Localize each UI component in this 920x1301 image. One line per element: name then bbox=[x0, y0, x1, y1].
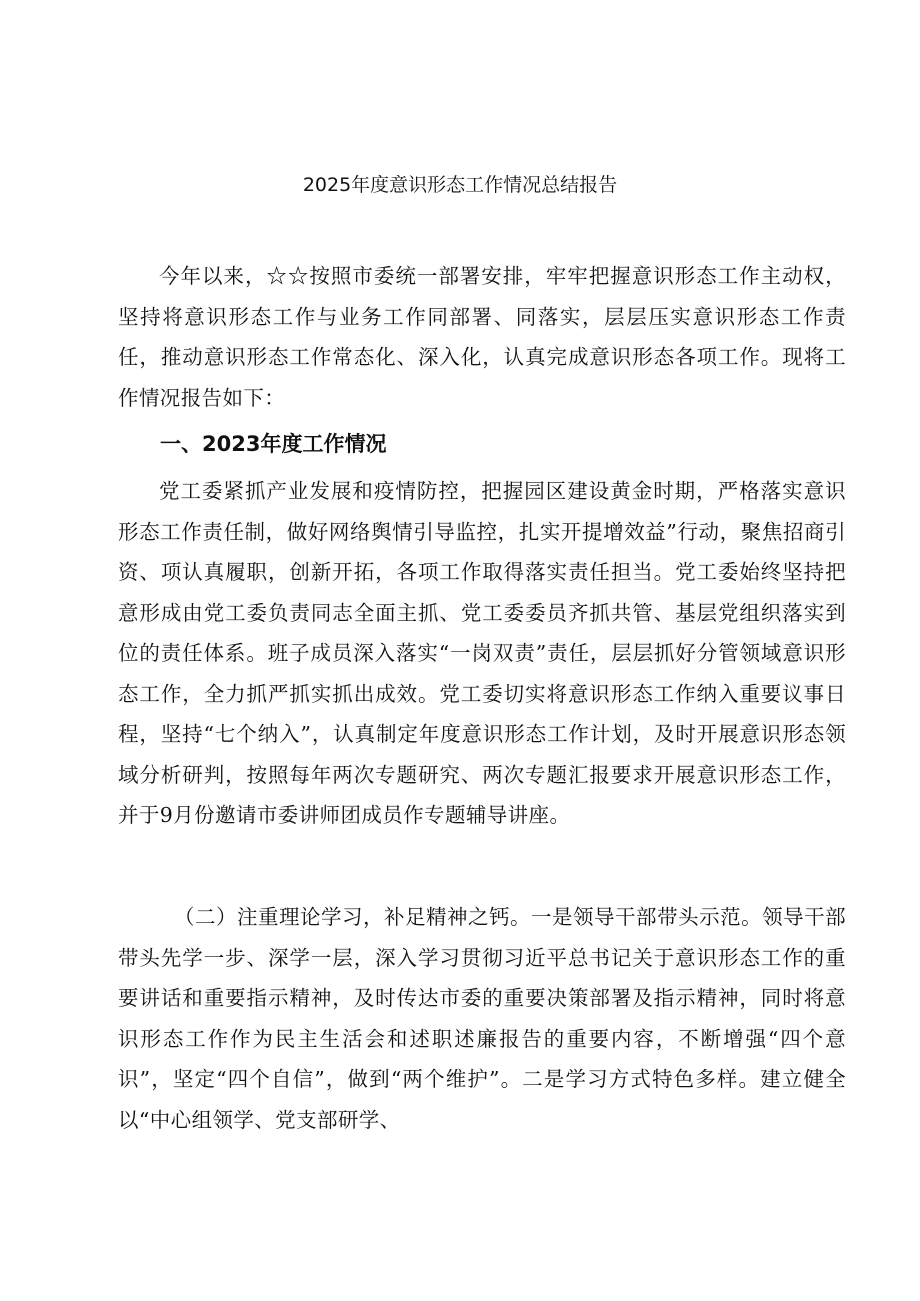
intro-paragraph: 今年以来，☆☆按照市委统一部署安排，牢牢把握意识形态工作主动权，坚持将意识形态工作与业务工作同部署、同落实，层层压实意识形态工作责任，推动意识形态工作常态化、深入化，认真完成意识形态各项工作。现将工作情况报告如下： bbox=[118, 264, 846, 410]
section-heading: 一、2023年度工作情况 bbox=[160, 432, 387, 456]
section2-paragraph: （二）注重理论学习，补足精神之钙。一是领导干部带头示范。领导干部带头先学一步、深学一层，深入学习贯彻习近平总书记关于意识形态工作的重要讲话和重要指示精神，及时传达市委的重要决策部署及指示精神，同时将意识形态工作作为民主生活会和述职述廉报告的重要内容，不断增强“四个意识”，坚定“四个自信”，做到“两个维护”。二是学习方式特色多样。建立健全以“中心组领学、党支部研学、 bbox=[118, 905, 846, 1132]
document-title: 2025年度意识形态工作情况总结报告 bbox=[302, 174, 618, 196]
section1-paragraph: 党工委紧抓产业发展和疫情防控，把握园区建设黄金时期，严格落实意识形态工作责任制，做好网络舆情引导监控，扎实开提增效益”行动，聚焦招商引资、项认真履职，创新开拓，各项工作取得落实责任担当。党工委始终坚持把意形成由党工委负责同志全面主抓、党工委委员齐抓共管、基层党组织落实到位的责任体系。班子成员深入落实“一岗双责”责任，层层抓好分管领域意识形态工作，全力抓严抓实抓出成效。党工委切实将意识形态工作纳入重要议事日程，坚持“七个纳入”，认真制定年度意识形态工作计划，及时开展意识形态领域分析研判，按照每年两次专题研究、两次专题汇报要求开展意识形态工作，并于9月份邀请市委讲师团成员作专题辅导讲座。 bbox=[118, 479, 846, 827]
